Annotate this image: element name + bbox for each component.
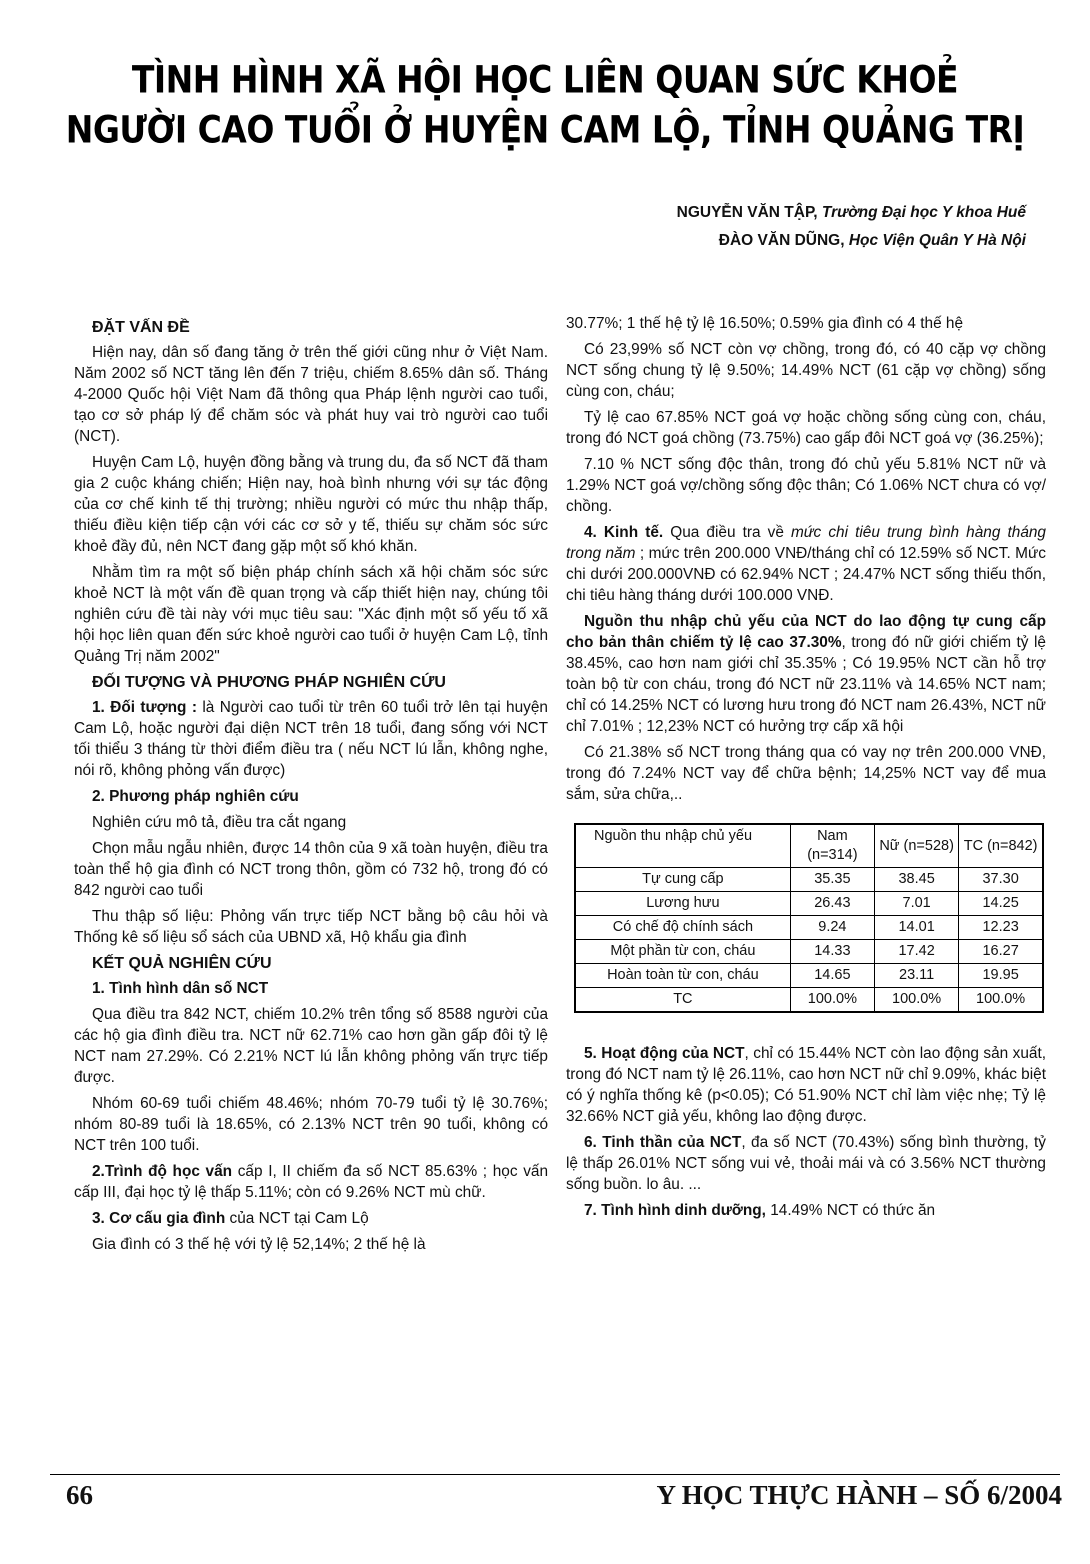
- paragraph: Thu thập số liệu: Phỏng vấn trực tiếp NCT bằng bộ câu hỏi và Thống kê số liệu sổ sách của UBND xã, Hộ khẩu gia đình: [74, 908, 548, 946]
- author-affiliation: Học Viện Quân Y Hà Nội: [848, 232, 1026, 249]
- table-cell: 17.42: [875, 940, 959, 964]
- right-column: [566, 313, 1046, 1226]
- paragraph: Tỷ lệ cao 67.85% NCT goá vợ hoặc chồng sống cùng con, cháu, trong đó NCT goá chồng (73.75%) cao gấp đôi NCT goá vợ (36.25%);: [566, 409, 1046, 447]
- inline-label: 7. Tình hình dinh dưỡng,: [584, 1202, 766, 1219]
- journal-name: Y HỌC THỰC HÀNH – SỐ 6/2004: [656, 1480, 1062, 1510]
- paragraph: [566, 1043, 1046, 1127]
- table-cell: 14.33: [790, 940, 874, 964]
- paragraph: Có 23,99% số NCT còn vợ chồng, trong đó, có 40 cặp vợ chồng NCT sống chung tỷ lệ 9.50%; 14.49% NCT (61 cặp vợ chồng) sống cùng con, cháu;: [566, 341, 1046, 400]
- inline-text: , đa số NCT (70.43%) sống bình thường, tỷ lệ thấp 26.01% NCT sống vui vẻ, thoải mái và có 3.56% NCT thường sống buồn. lo âu. ...: [566, 1134, 1046, 1193]
- table-cell: 16.27: [959, 940, 1043, 964]
- table-cell: Hoàn toàn từ con, cháu: [575, 964, 790, 988]
- table-cell: 9.24: [790, 916, 874, 940]
- paragraph: [74, 697, 548, 781]
- author-1: [500, 204, 1026, 222]
- table-header-cell: Nam (n=314): [790, 824, 874, 868]
- table-row: [575, 892, 1043, 916]
- inline-text: ; mức trên 200.000 VNĐ/tháng chỉ có 12.59% số NCT. Mức chi dưới 200.000VNĐ có 62.94% NCT ; 24.47% NCT sống thiếu thốn, chi tiêu hàng tháng dưới 100.000 VNĐ.: [566, 545, 1046, 604]
- paragraph: Chọn mẫu ngẫu nhiên, được 14 thôn của 9 xã toàn huyện, điều tra toàn thể hộ gia đình có NCT trong thôn, gồm có 732 hộ, trong đó có 842 người cao tuổi: [74, 840, 548, 899]
- page-number: 66: [66, 1480, 93, 1510]
- paragraph: Có 21.38% số NCT trong tháng qua có vay nợ trên 200.000 VNĐ, trong đó 7.24% NCT vay để chữa bệnh; 14,25% NCT vay để mua sắm, sửa chữa,..: [566, 744, 1046, 803]
- title-line-1: TÌNH HÌNH XÃ HỘI HỌC LIÊN QUAN SỨC KHOẺ: [131, 57, 959, 102]
- table-cell: 19.95: [959, 964, 1043, 988]
- subheading: 2. Phương pháp nghiên cứu: [92, 788, 299, 805]
- table-cell: 14.25: [959, 892, 1043, 916]
- table-cell: 14.65: [790, 964, 874, 988]
- inline-text: cấp I, II chiếm đa số NCT 85.63% ; học vấn cấp III, đại học tỷ lệ thấp 5.11%; còn có 9.26% NCT mù chữ.: [74, 1163, 549, 1201]
- inline-label: 2.Trình độ học vấn: [92, 1163, 233, 1180]
- table-row: [575, 988, 1043, 1013]
- inline-text: , trong đó nữ giới chiếm tỷ lệ 38.45%, cao hơn nam giới chỉ 35.35% ; Có 19.95% NCT cần hỗ trợ toàn bộ từ con cháu, trong đó NCT nữ 23.11% và 14.65% NCT nam; chỉ có 14.25% NCT có lương hưu trong đó NCT nam 26.43%, NCT nữ chỉ 7.01% ; 12,23% NCT có hưởng trợ cấp xã hội: [566, 634, 1046, 735]
- author-2: [500, 232, 1026, 250]
- table-cell: 100.0%: [959, 988, 1043, 1013]
- heading-methods: ĐỐI TƯỢNG VÀ PHƯƠNG PHÁP NGHIÊN CỨU: [92, 674, 446, 691]
- subheading: 1. Tình hình dân số NCT: [92, 980, 269, 997]
- paragraph: [74, 1208, 548, 1229]
- paragraph: 7.10 % NCT sống độc thân, trong đó chủ yếu 5.81% NCT nữ và 1.29% NCT goá vợ/chồng sống độc thân; Có 1.06% NCT chưa có vợ/ chồng.: [566, 456, 1046, 515]
- inline-italic: mức chi tiêu trung bình hàng tháng trong năm: [566, 524, 1046, 562]
- paragraph: [566, 522, 1046, 606]
- table-cell: Có chế độ chính sách: [575, 916, 790, 940]
- table-row: [575, 916, 1043, 940]
- paragraph: Nhằm tìm ra một số biện pháp chính sách xã hội chăm sóc sức khoẻ NCT là một vấn đề quan trọng và cấp thiết hiện nay, chúng tôi nghiên cứu đề tài này với mục tiêu sau: "Xác định một số yếu tố xã hội học liên quan đến sức khoẻ người cao tuổi ở huyện Cam Lộ, tỉnh Quảng Trị năm 2002": [74, 564, 548, 665]
- inline-label: 5. Hoạt động của NCT: [584, 1045, 745, 1062]
- inline-label: Nguồn thu nhập chủ yếu của NCT do lao động tự cung cấp cho bản thân chiếm tỷ lệ cao 37.30%: [566, 613, 1046, 651]
- heading-results: KẾT QUẢ NGHIÊN CỨU: [92, 955, 272, 972]
- heading-intro: ĐẶT VẤN ĐỀ: [92, 319, 190, 336]
- paragraph: Huyện Cam Lộ, huyện đồng bằng và trung du, đa số NCT đã tham gia 2 cuộc kháng chiến; Hiện nay, hoà bình nhưng với sự tác động của cơ chế kinh tế thị trường; nhiều người có mức thu nhập thấp, thiếu điều kiện tiếp cận với các cơ sở y tế, thiếu sự chăm sóc sức khoẻ đầy đủ, nên NCT đang gặp một số khó khăn.: [74, 454, 548, 555]
- table-cell: 26.43: [790, 892, 874, 916]
- paragraph: [566, 611, 1046, 737]
- table-header-cell: Nguồn thu nhập chủ yếu: [575, 824, 790, 868]
- table-cell: Một phần từ con, cháu: [575, 940, 790, 964]
- author-affiliation: Trường Đại học Y khoa Huế: [821, 204, 1026, 221]
- paragraph: 30.77%; 1 thế hệ tỷ lệ 16.50%; 0.59% gia đình có 4 thế hệ: [566, 315, 964, 332]
- paragraph: Gia đình có 3 thế hệ với tỷ lệ 52,14%; 2 thế hệ là: [92, 1236, 426, 1253]
- paragraph: Qua điều tra 842 NCT, chiếm 10.2% trên tổng số 8588 người của các hộ gia đình điều tra. NCT nữ 62.71% cao hơn gần gấp đôi tỷ lệ NCT nam 27.29%. Có 2.21% NCT lú lẫn không phỏng vấn trực tiếp được.: [74, 1006, 548, 1086]
- title-line-2: NGƯỜI CAO TUỔI Ở HUYỆN CAM LỘ, TỈNH QUẢNG TRỊ: [65, 107, 1025, 152]
- inline-label: 4. Kinh tế.: [584, 524, 664, 541]
- table-cell: 38.45: [875, 868, 959, 892]
- table-row: [575, 940, 1043, 964]
- income-table: [574, 823, 1044, 1013]
- table-cell: 23.11: [875, 964, 959, 988]
- table-cell: Tự cung cấp: [575, 868, 790, 892]
- paragraph: [74, 1161, 548, 1203]
- table-cell: 100.0%: [790, 988, 874, 1013]
- author-name: ĐÀO VĂN DŨNG,: [718, 232, 845, 249]
- paragraph: [566, 1200, 1046, 1221]
- inline-text: của NCT tại Cam Lộ: [225, 1210, 369, 1227]
- table-cell: TC: [575, 988, 790, 1013]
- table-cell: Lương hưu: [575, 892, 790, 916]
- paragraph: Nghiên cứu mô tả, điều tra cắt ngang: [92, 814, 347, 831]
- table-row: [575, 964, 1043, 988]
- inline-text: là Người cao tuổi từ trên 60 tuổi trở lên tại huyện Cam Lộ, hoặc người đại diện NCT trên 18 tuổi, đang sống với NCT tối thiểu 3 tháng từ thời điểm điều tra ( nếu NCT lú lẫn, không nghe, nói rõ, không phỏng vấn được): [74, 699, 548, 779]
- table-row: [575, 868, 1043, 892]
- paragraph: Hiện nay, dân số đang tăng ở trên thế giới cũng như ở Việt Nam. Năm 2002 số NCT tăng lên đến 7 triệu, chiếm 8.65% dân số. Tháng 4-2000 Quốc hội Việt Nam đã thông qua Pháp lệnh người cao tuổi, tạo cơ sở pháp lý để chăm sóc và phát huy vai trò người cao tuổi (NCT).: [74, 344, 548, 445]
- table-header-row: [575, 824, 1043, 868]
- table-header-cell: TC (n=842): [959, 824, 1043, 868]
- table-cell: 14.01: [875, 916, 959, 940]
- table-cell: 7.01: [875, 892, 959, 916]
- table-cell: 12.23: [959, 916, 1043, 940]
- table-cell: 100.0%: [875, 988, 959, 1013]
- table-cell: 37.30: [959, 868, 1043, 892]
- footer-rule: [50, 1474, 1060, 1475]
- table-header-cell: Nữ (n=528): [875, 824, 959, 868]
- author-name: NGUYỄN VĂN TẬP,: [676, 204, 818, 221]
- left-column: [74, 313, 548, 1260]
- paragraph: Nhóm 60-69 tuổi chiếm 48.46%; nhóm 70-79 tuổi tỷ lệ 30.76%; nhóm 80-89 tuổi là 18.65%, có 2.13% NCT trên 90 tuổi, không có NCT trên 100 tuổi.: [74, 1095, 548, 1154]
- inline-label: 1. Đối tượng :: [92, 699, 197, 716]
- paragraph: [566, 1132, 1046, 1195]
- table-cell: 35.35: [790, 868, 874, 892]
- inline-label: 3. Cơ cấu gia đình: [92, 1210, 226, 1227]
- inline-text: Qua điều tra về: [663, 524, 791, 541]
- inline-label: 6. Tinh thần của NCT: [584, 1134, 742, 1151]
- inline-text: , chỉ có 15.44% NCT còn lao động sản xuất, trong đó NCT nam tỷ lệ 26.11%, cao hơn NCT nữ chỉ 9.09%, khác biệt có ý nghĩa thống kê (p<0.05); Có 51.90% NCT chỉ làm việc nhẹ; Tỷ lệ 32.66% NCT giả yếu, không lao động được.: [566, 1045, 1046, 1125]
- inline-text: 14.49% NCT có thức ăn: [765, 1202, 936, 1219]
